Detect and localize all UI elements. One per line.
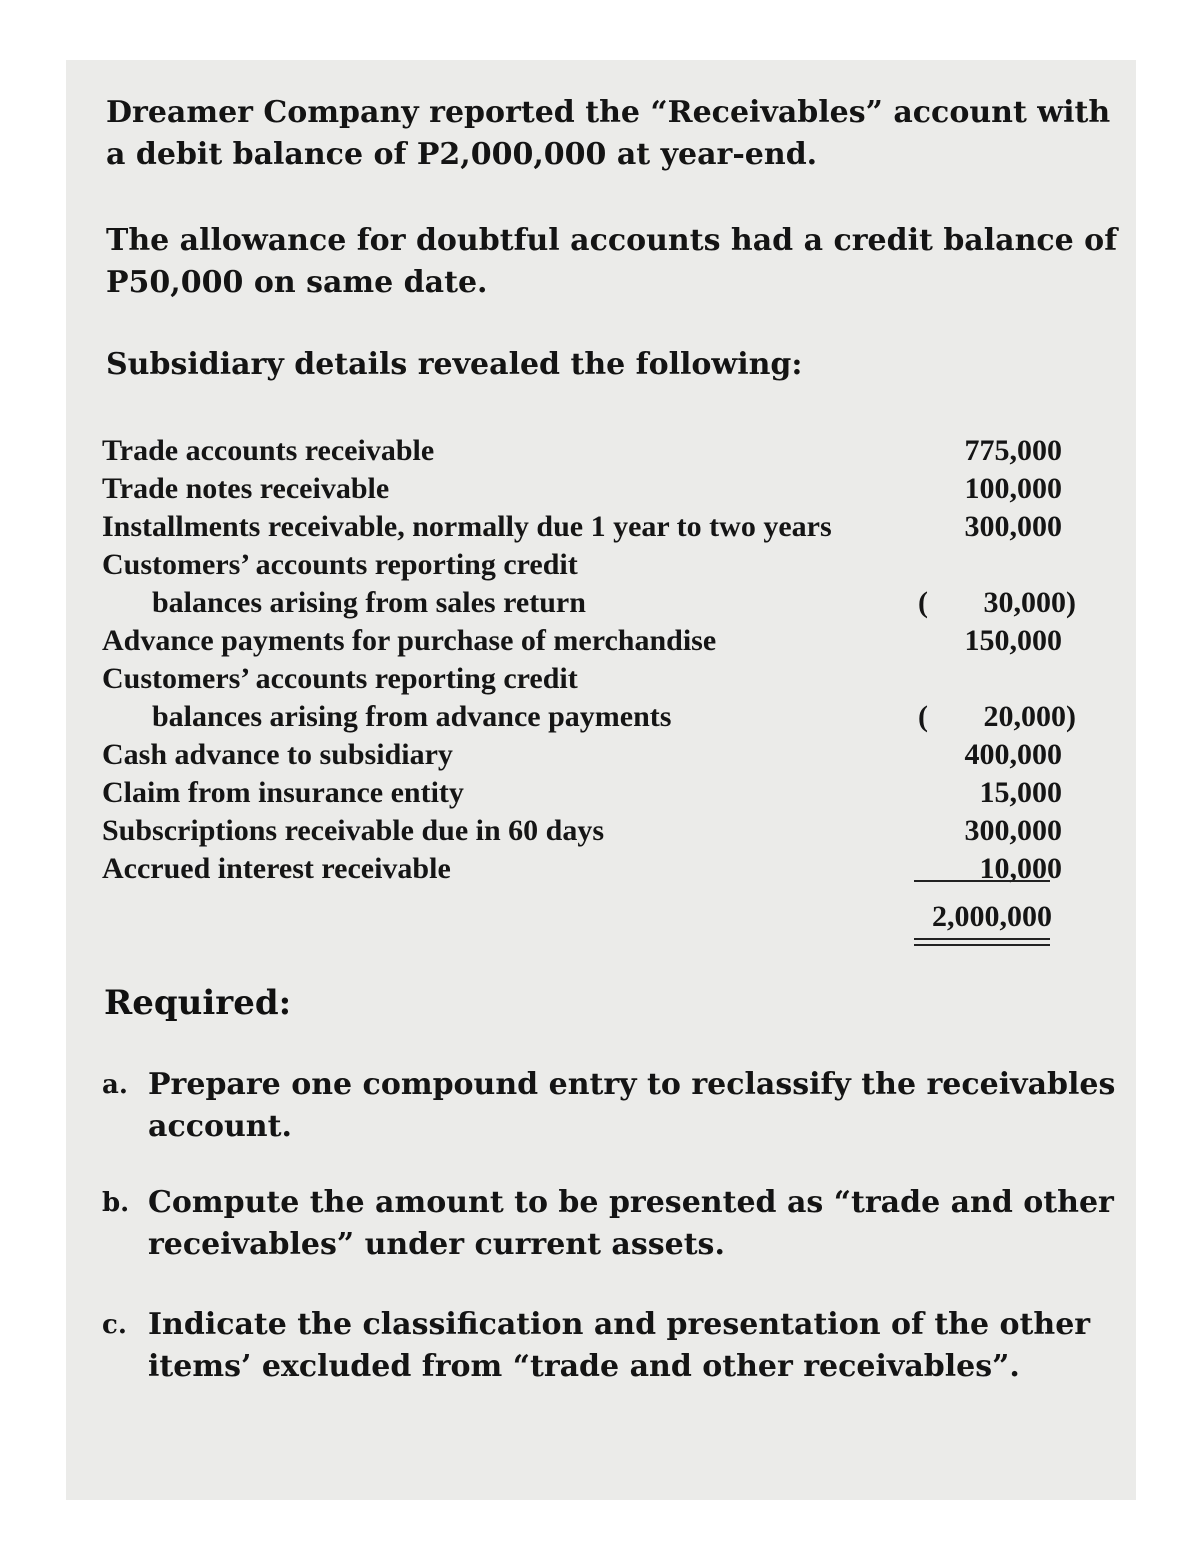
- item-amount: 300,000: [964, 510, 1062, 543]
- subsidiary-details-list: [102, 432, 1076, 888]
- item-label: Customers’ accounts reporting credit: [102, 548, 578, 581]
- item-amount: 20,000): [983, 700, 1076, 733]
- item-label: Advance payments for purchase of merchandise: [102, 624, 717, 657]
- list-item: [102, 546, 1062, 584]
- list-item: [102, 660, 1062, 698]
- allowance-line-2: P50,000 on same date.: [106, 265, 488, 300]
- item-label: Subscriptions receivable due in 60 days: [102, 814, 605, 847]
- allowance-line-1: The allowance for doubtful accounts had a credit balance of: [106, 223, 1118, 258]
- requirement-b-line-2: receivables” under current assets.: [148, 1227, 725, 1262]
- requirement-c-line-2: items’ excluded from “trade and other receivables”.: [148, 1349, 1020, 1384]
- item-amount: 775,000: [964, 434, 1062, 467]
- total-double-rule: [914, 938, 1050, 946]
- requirement-b-line-1: Compute the amount to be presented as “trade and other: [148, 1185, 1114, 1220]
- intro-line-2: a debit balance of P2,000,000 at year-end.: [106, 137, 818, 172]
- requirement-c-mark: c.: [102, 1310, 127, 1340]
- list-item: [102, 432, 1062, 470]
- item-label: Trade notes receivable: [102, 472, 390, 505]
- required-heading: Required:: [104, 983, 292, 1023]
- item-open-paren: (: [918, 586, 928, 619]
- list-item: [102, 508, 1062, 546]
- item-label: balances arising from sales return: [152, 586, 586, 619]
- total-amount: 2,000,000: [932, 900, 1052, 933]
- list-item: [102, 584, 1076, 622]
- item-label: Customers’ accounts reporting credit: [102, 662, 578, 695]
- item-open-paren: (: [918, 700, 928, 733]
- item-amount: 400,000: [964, 738, 1062, 771]
- item-label: Trade accounts receivable: [102, 434, 435, 467]
- requirement-a-mark: a.: [102, 1070, 128, 1100]
- subsidiary-heading: Subsidiary details revealed the following:: [106, 347, 803, 382]
- allowance-paragraph: [106, 220, 1118, 304]
- item-amount: 150,000: [964, 624, 1062, 657]
- requirement-a-line-1: Prepare one compound entry to reclassify the receivables: [148, 1067, 1116, 1102]
- list-item: [102, 622, 1062, 660]
- document-page: [66, 60, 1136, 1500]
- list-item: [102, 850, 1062, 888]
- list-item: [102, 736, 1062, 774]
- item-amount: 15,000: [979, 776, 1062, 809]
- item-amount: 100,000: [964, 472, 1062, 505]
- list-item: [102, 812, 1062, 850]
- subtotal-rule: [914, 880, 1050, 882]
- intro-paragraph: [106, 92, 1111, 176]
- item-amount: 10,000: [979, 852, 1062, 885]
- list-item: [102, 774, 1062, 812]
- list-item: [102, 698, 1076, 736]
- item-label: Cash advance to subsidiary: [102, 738, 453, 771]
- list-item: [102, 470, 1062, 508]
- item-label: balances arising from advance payments: [152, 700, 672, 733]
- item-label: Installments receivable, normally due 1 year to two years: [102, 510, 832, 543]
- intro-line-1: Dreamer Company reported the “Receivables” account with: [106, 95, 1111, 130]
- item-label: Accrued interest receivable: [102, 852, 451, 885]
- requirement-c-line-1: Indicate the classification and presentation of the other: [148, 1307, 1091, 1342]
- item-label: Claim from insurance entity: [102, 776, 464, 809]
- requirement-a-line-2: account.: [148, 1109, 292, 1144]
- requirement-b-mark: b.: [102, 1188, 130, 1218]
- item-amount: 30,000): [983, 586, 1076, 619]
- item-amount: 300,000: [964, 814, 1062, 847]
